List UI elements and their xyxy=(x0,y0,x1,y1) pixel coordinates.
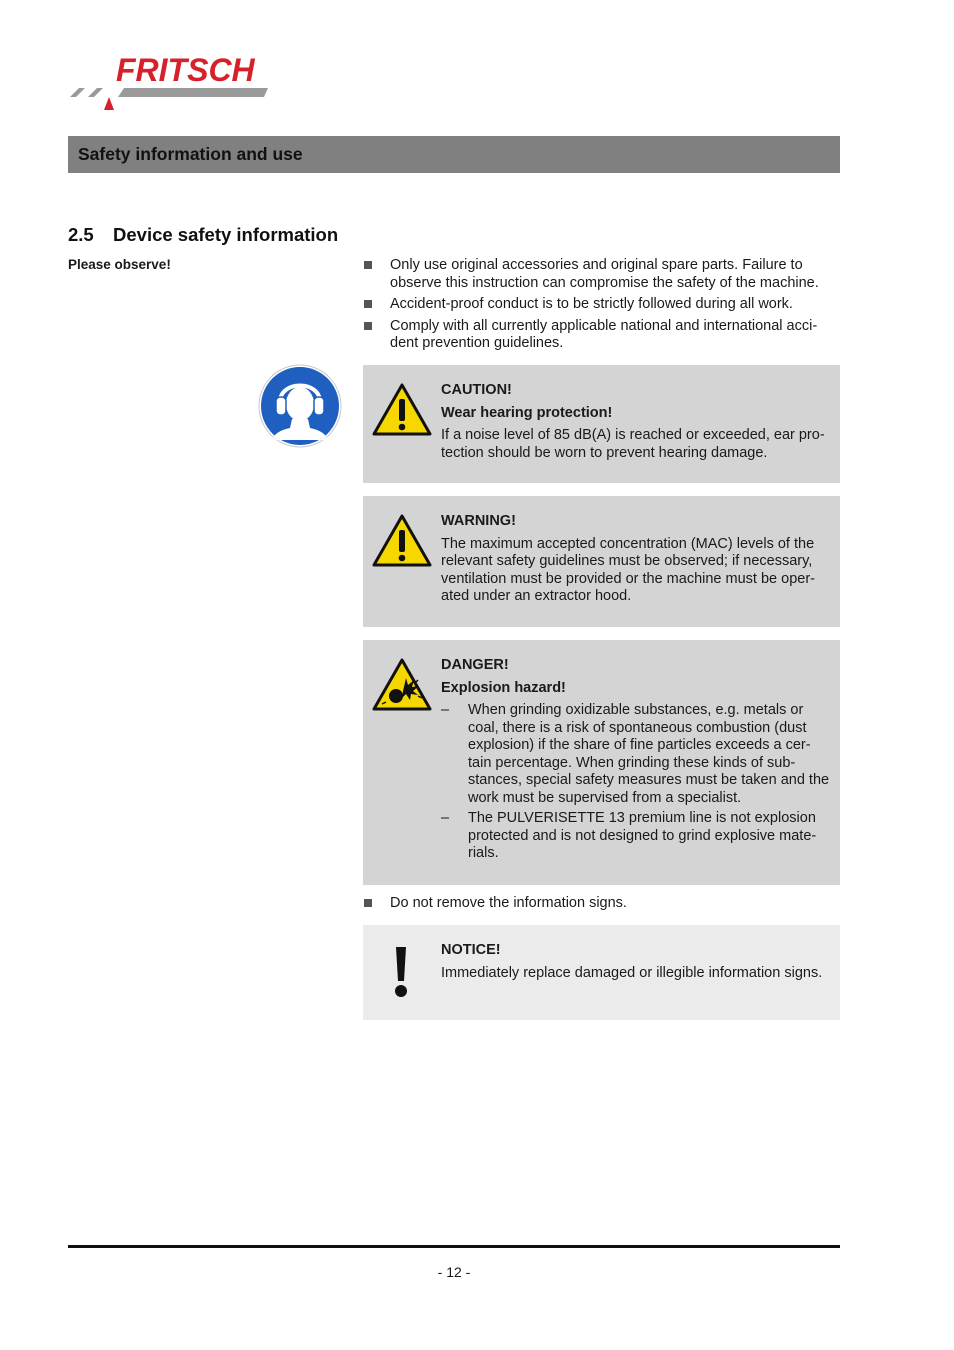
square-bullet-icon xyxy=(364,261,372,269)
page-number: - 12 - xyxy=(437,1264,471,1280)
warning-triangle-icon xyxy=(372,514,432,574)
danger-subtitle: Explosion hazard! xyxy=(441,679,566,696)
caution-subtitle: Wear hearing protection! xyxy=(441,404,613,421)
square-bullet-icon xyxy=(364,899,372,907)
explosion-hazard-icon xyxy=(372,658,432,718)
exclamation-icon xyxy=(393,945,409,1005)
notice-signal-word: NOTICE! xyxy=(441,942,501,958)
notice-text: Immediately replace damaged or illegible information signs. xyxy=(441,964,823,981)
danger-signal-word: DANGER! xyxy=(441,657,509,673)
section-number: 2.5 xyxy=(68,224,94,245)
notice-box xyxy=(363,925,840,1020)
warning-signal-word: WARNING! xyxy=(441,513,516,529)
square-bullet-icon xyxy=(364,300,372,308)
hearing-protection-icon xyxy=(258,364,342,448)
svg-text:FRITSCH: FRITSCH xyxy=(116,54,255,88)
caution-text: If a noise level of 85 dB(A) is reached or exceeded, ear pro-tection should be worn to prevent hearing damage. xyxy=(441,427,825,461)
side-note: Please observe! xyxy=(68,257,171,272)
list-item: Do not remove the information signs. xyxy=(363,895,841,913)
caution-signal-word: CAUTION! xyxy=(441,382,512,398)
warning-box xyxy=(363,496,840,627)
square-bullet-icon xyxy=(364,322,372,330)
caution-box xyxy=(363,365,840,483)
list-item: Only use original accessories and original spare parts. Failure to observe this instruction can compromise the safety of the machine. xyxy=(363,257,841,292)
list-item: – When grinding oxidizable substances, e.g. metals or coal, there is a risk of spontaneous combustion (dust explosion) if the share of fine particles exceeds a cer-tain percentage. When grinding these kinds of sub-stances, special safety measures must be taken and the work must be supervised from a specialist. xyxy=(441,702,830,806)
warning-text: The maximum accepted concentration (MAC) levels of the relevant safety guidelines must be observed; if necessary, ventilation must be provided or the machine must be oper-ated under an extractor hood. xyxy=(441,535,815,604)
warning-triangle-icon xyxy=(372,383,432,443)
chapter-title: Safety information and use xyxy=(78,144,303,164)
bullet-list-bottom xyxy=(363,895,841,917)
footer-rule xyxy=(68,1245,840,1248)
danger-list xyxy=(441,702,830,863)
list-item: Comply with all currently applicable national and international acci-dent prevention guidelines. xyxy=(363,318,841,353)
fritsch-logo xyxy=(68,54,283,110)
section-heading xyxy=(68,224,338,246)
danger-box xyxy=(363,640,840,885)
section-title: Device safety information xyxy=(113,224,339,245)
bullet-list-top xyxy=(363,257,841,357)
chapter-header-bar xyxy=(68,136,840,173)
list-item: – The PULVERISETTE 13 premium line is not explosion protected and is not designed to grind explosive mate-rials. xyxy=(441,810,817,861)
list-item: Accident-proof conduct is to be strictly followed during all work. xyxy=(363,296,841,314)
